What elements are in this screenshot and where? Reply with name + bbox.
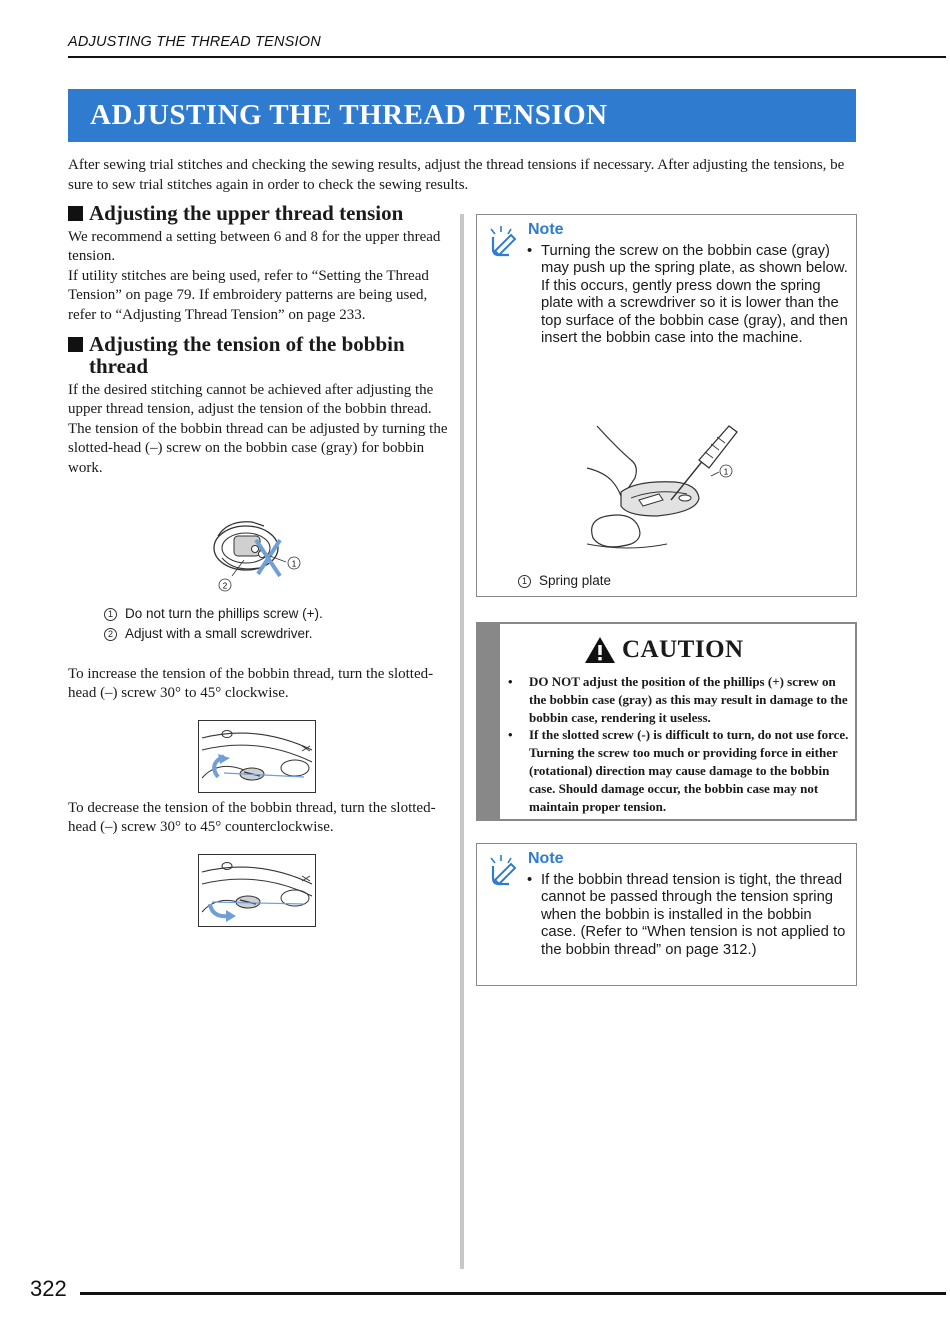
bobbin-case-illustration: [208, 512, 308, 592]
caution-heading: CAUTION: [584, 636, 744, 664]
bobbin-tension-p1: If the desired stitching cannot be achieved after adjusting the upper thread tension, adjust the tension of the bobbin thread. The tension of the bobbin thread can be adjusted by turning the slotted-head (–) screw on the bobbin case (gray) for bobbin work.: [68, 382, 448, 476]
caution-list: [508, 673, 849, 815]
caution-box: [476, 622, 857, 821]
note-label: Note: [528, 850, 564, 867]
footer-rule: [80, 1292, 946, 1295]
upper-tension-p2: If utility stitches are being used, refer to “Setting the Thread Tension” on page 79. If embroidery patterns are being used, refer to “Adjusting Thread Tension” on page 233.: [68, 267, 429, 323]
increase-tension-text: To increase the tension of the bobbin thread, turn the slotted-head (–) screw 30° to 45° clockwise.: [68, 666, 434, 702]
page-number: 322: [30, 1276, 67, 1301]
note-box-tight-tension: [476, 843, 857, 986]
caution-item-2: • If the slotted screw (-) is difficult to turn, do not use force. Turning the screw too much or providing force in either (rotational) direction may cause damage to the bobbin case. Should damage occur, the bobbin case may not maintain proper tension.: [508, 727, 849, 814]
note-pencil-icon: [489, 854, 519, 888]
square-bullet-icon: [68, 337, 83, 352]
bobbin-tension-heading: Adjusting the tension of the bobbin thread: [68, 333, 448, 377]
figure-marker-2: 2: [222, 581, 228, 591]
note-box-spring-plate: [476, 214, 857, 597]
note-text-block: • If the bobbin thread tension is tight, the thread cannot be passed through the tension spring when the bobbin is installed in the bobbin case. (Refer to “When tension is not applied to the bobbin thread” on page 312.): [527, 872, 848, 959]
left-column: [68, 202, 448, 478]
header-rule: [68, 56, 946, 58]
upper-tension-p1: We recommend a setting between 6 and 8 for the upper thread tension.: [68, 229, 441, 265]
bobbin-figure-captions: [104, 604, 323, 644]
caption-1: 1 Do not turn the phillips screw (+).: [104, 604, 323, 624]
caution-side-strip: [478, 624, 500, 819]
warning-triangle-icon: [584, 636, 616, 664]
intro-paragraph: After sewing trial stitches and checking the sewing results, adjust the thread tensions if necessary. After adjusting the tensions, be sure to sew trial stitches again in order to check the sewing results.: [68, 157, 845, 193]
counterclockwise-turn-illustration: [198, 854, 316, 927]
note-pencil-icon: [489, 225, 519, 259]
figure-marker-spring-plate: 1: [723, 467, 729, 477]
column-divider: [460, 214, 464, 1269]
square-bullet-icon: [68, 206, 83, 221]
caption-2: 2 Adjust with a small screwdriver.: [104, 624, 323, 644]
note-text-line2: If this occurs, gently press down the spring plate with a screwdriver so it is lower than the top surface of the bobbin case (gray), and then insert the bobbin case into the machine.: [541, 277, 848, 347]
caution-item-1: • DO NOT adjust the position of the phillips (+) screw on the bobbin case (gray) as this may result in damage to the bobbin case, rendering it useless.: [508, 674, 848, 725]
spring-plate-caption: 1 Spring plate: [518, 571, 611, 591]
figure-marker-1: 1: [291, 559, 297, 569]
running-header: ADJUSTING THE THREAD TENSION: [68, 34, 321, 50]
note-label: Note: [528, 221, 564, 238]
clockwise-turn-illustration: [198, 720, 316, 793]
decrease-tension-text: To decrease the tension of the bobbin thread, turn the slotted-head (–) screw 30° to 45° counterclockwise.: [68, 800, 436, 836]
note-text-block: • Turning the screw on the bobbin case (gray) may push up the spring plate, as shown below. If this occurs, gently press down the spring plate with a screwdriver so it is lower than the top surface of the bobbin case (gray), and then insert the bobbin case into the machine.: [527, 243, 848, 347]
upper-tension-heading: Adjusting the upper thread tension: [68, 202, 448, 224]
spring-plate-illustration: [587, 420, 752, 550]
page-title: ADJUSTING THE THREAD TENSION: [68, 89, 856, 142]
note-text-line1: Turning the screw on the bobbin case (gray) may push up the spring plate, as shown below.: [541, 243, 848, 277]
note-text: If the bobbin thread tension is tight, the thread cannot be passed through the tension spring when the bobbin is installed in the bobbin case. (Refer to “When tension is not applied to the bobbin thread” on page 312.): [541, 872, 846, 958]
